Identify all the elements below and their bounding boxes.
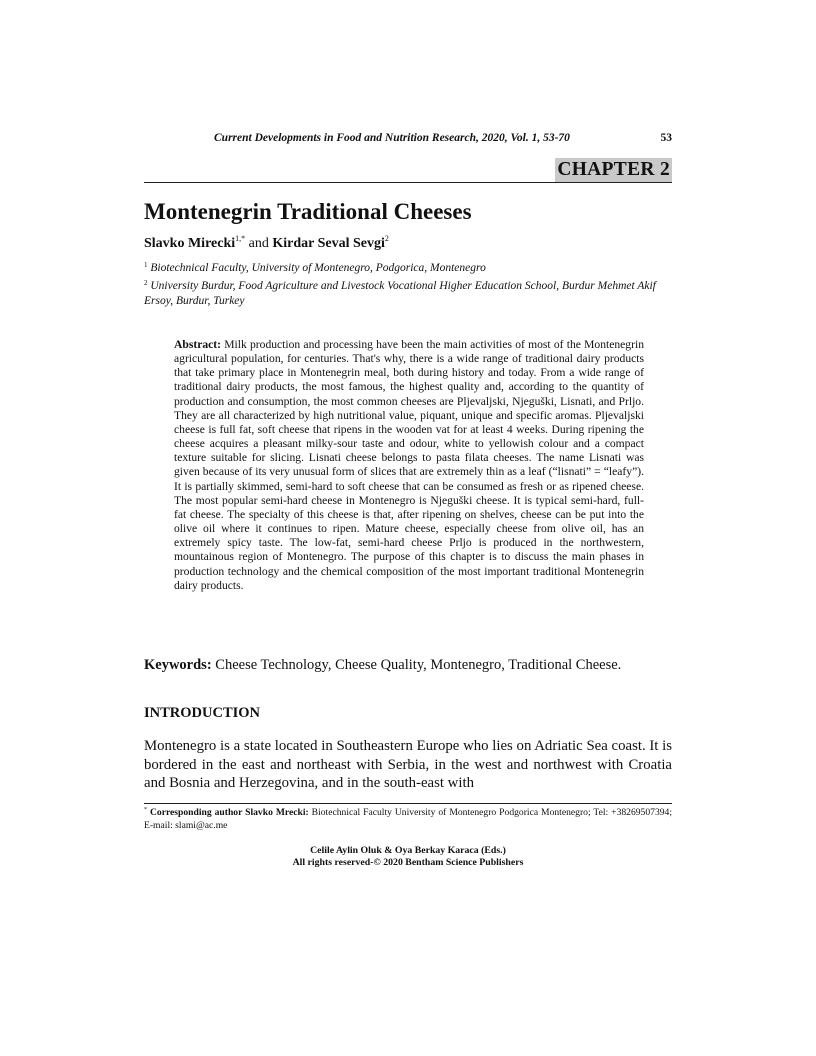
affiliation-1-mark: 1 [144,261,148,269]
header-divider [144,182,672,183]
affiliation-2-mark: 2 [144,279,148,287]
affiliation-2-text: University Burdur, Food Agriculture and Livestock Vocational Higher Education School, Burdur Mehmet Akif Ersoy, Burdur, Turkey [144,280,656,307]
abstract-text: Milk production and processing have been the main activities of most of the Montenegrin agricultural population, for centuries. That's why, there is a wide range of traditional dairy products that take primary place in Montenegrin meal, both during history and today. From a wide range of traditional dairy products, the most famous, the highest quality and, according to the quantity of production and consumption, the most common cheeses are Pljevaljski, Njeguški, Lisnati, and Prljo. They are all characterized by high nutritional value, piquant, unique and specific aromas. Pljevaljski cheese is full fat, soft cheese that ripens in the wooden vat for at least 4 weeks. During ripening the cheese acquires a pleasant milky-sour taste and odour, white to yellowish colour and a compact texture suitable for slicing. Lisnati cheese belongs to pasta filata cheeses. The name Lisnati was given because of its very unusual form of slices that are extremely thin as a leaf (“lisnati” = “leafy”). It is partially skimmed, semi-hard to soft cheese that can be consumed as fresh or as ripened cheese. The most popular semi-hard cheese in Montenegro is Njeguški cheese. It is typical semi-hard, full-fat cheese. The specialty of this cheese is that, after ripening on shelves, cheese can be put into the olive oil where it continues to ripen. Mature cheese, especially cheese from olive oil, has an extremely spicy taste. The low-fat, semi-hard cheese Prljo is produced in the northwestern, mountainous region of Montenegro. The purpose of this chapter is to discuss the main phases in production technology and the chemical composition of the most important traditional Montenegrin dairy products. [174,338,644,592]
affiliation-1-text: Biotechnical Faculty, University of Montenegro, Podgorica, Montenegro [150,262,486,274]
author-2-affil-mark: 2 [384,234,389,243]
affiliation-1 [144,261,684,276]
footnote-divider [144,803,672,804]
author-line [144,236,389,252]
editors-line: Celile Aylin Oluk & Oya Berkay Karaca (Eds.) [310,845,506,856]
keywords [144,656,672,674]
author-1-affil-mark: 1,* [235,234,246,243]
keywords-label: Keywords: [144,657,212,673]
journal-volume: Vol. 1 [510,132,538,144]
footnote-label: Corresponding author Slavko Mrecki: [149,807,309,818]
section-heading-introduction: INTRODUCTION [144,705,261,721]
author-conjunction: and [245,236,273,251]
corresponding-author-footnote [144,807,672,832]
paper-title: Montenegrin Traditional Cheeses [144,199,472,224]
author-1: Slavko Mirecki [144,236,236,251]
footnote-mark: * [144,807,147,813]
journal-name: Current Developments in Food and Nutrition Research [214,132,476,144]
copyright-line: All rights reserved-© 2020 Bentham Science Publishers [292,857,524,868]
page-number: 53 [660,132,672,144]
author-2: Kirdar Seval Sevgi [272,236,385,251]
chapter-label: CHAPTER 2 [557,159,670,180]
journal-pages: , 53-70 [537,132,570,144]
journal-citation [214,132,570,144]
introduction-paragraph: Montenegro is a state located in Southeastern Europe who lies on Adriatic Sea coast. It is bordered in the east and northeast with Serbia, in the west and northwest with Croatia and Bosnia and Herzegovina, and in the south-east with [144,738,672,791]
affiliation-2 [144,279,684,309]
abstract-label: Abstract: [174,338,222,351]
abstract [174,338,644,593]
footnote-text: Biotechnical Faculty University of Montenegro Podgorica Montenegro; Tel: +38269507394; E-mail: slami@ac.me [144,807,673,831]
keywords-text: Cheese Technology, Cheese Quality, Montenegro, Traditional Cheese. [211,657,622,673]
journal-year: , 2020, [475,132,511,144]
